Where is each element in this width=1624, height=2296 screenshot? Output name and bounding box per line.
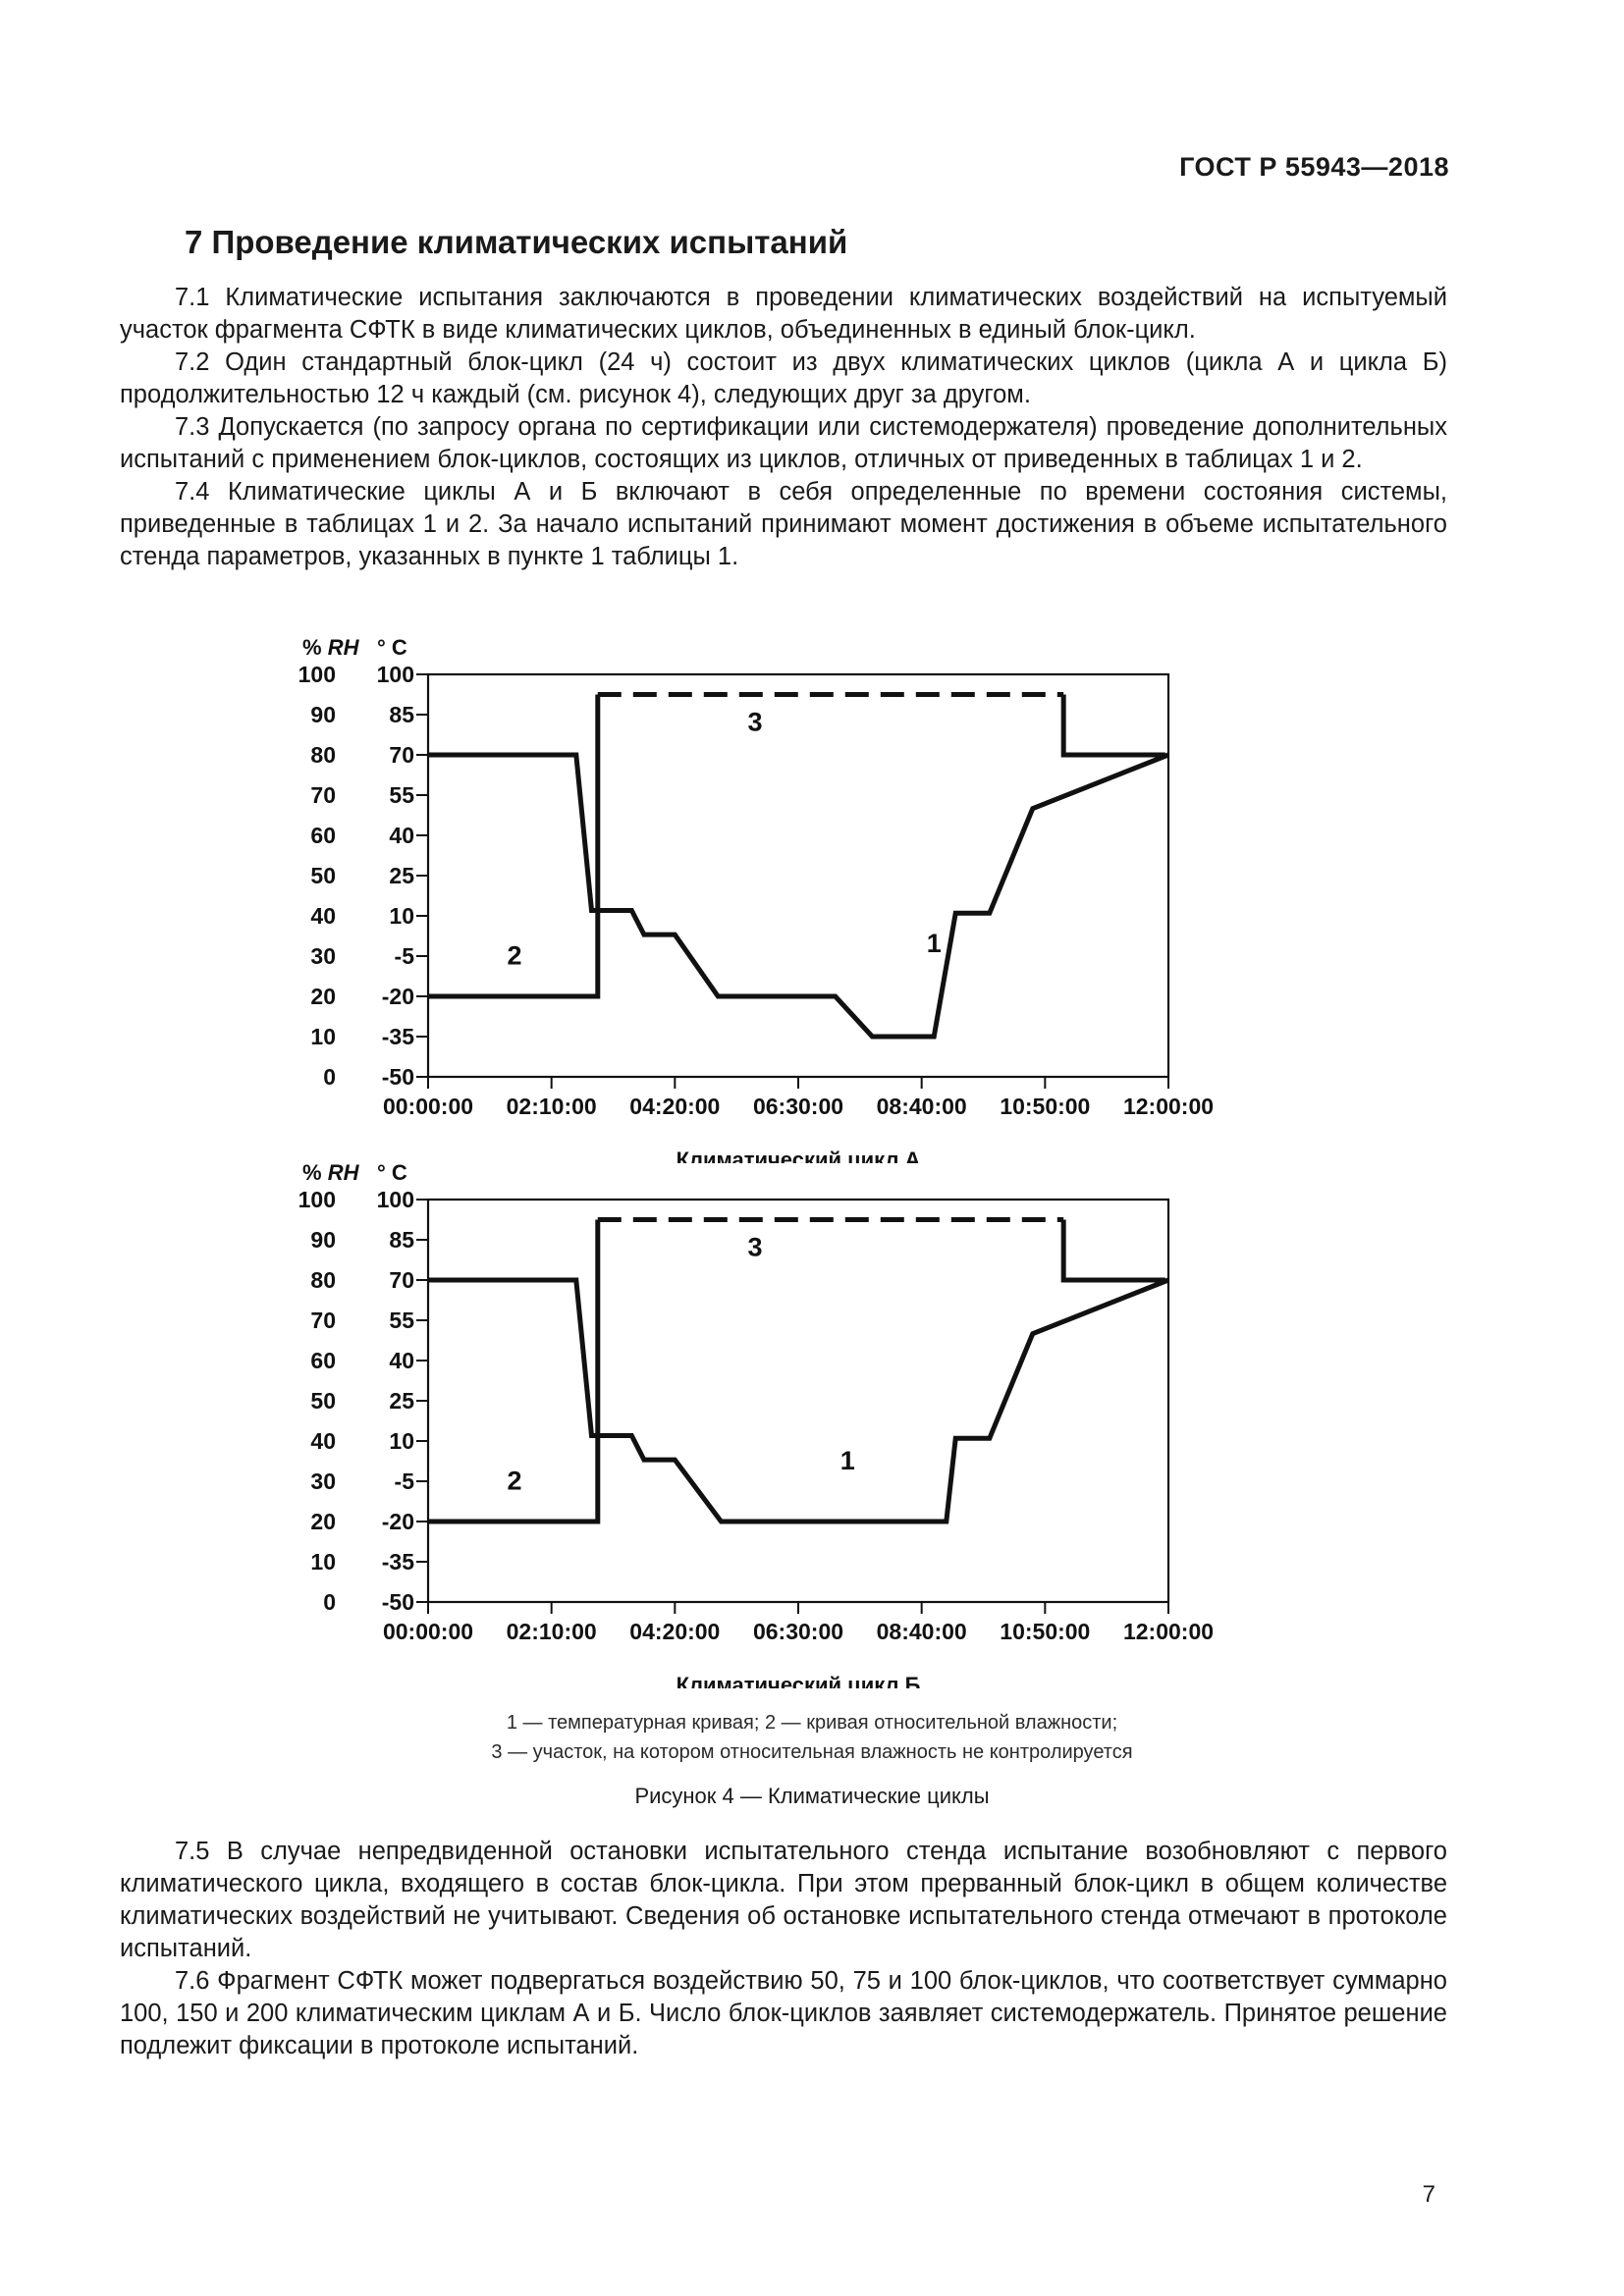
x-axis-title: Климатический цикл А (676, 1148, 921, 1163)
y-tick-label-temp: 70 (389, 742, 414, 768)
y-tick-label-rh: 20 (310, 1509, 336, 1534)
y-tick-label-rh: 100 (298, 1187, 336, 1212)
paragraph-7-2: 7.2 Один стандартный блок-цикл (24 ч) состоит из двух климатических циклов (цикла А и цикла Б) продолжительностью 12 ч каждый (см. рисунок 4), следующих друг за другом. (120, 348, 1447, 408)
curve-label-2: 2 (507, 1466, 522, 1496)
x-tick-label: 02:10:00 (506, 1094, 597, 1119)
y-tick-label-temp: 40 (389, 823, 414, 848)
paragraph-7-3: 7.3 Допускается (по запросу органа по сертификации или системодержателя) проведение дополнительных испытаний с применением блок-циклов, состоящих из циклов, отличных от приведенных в таблицах 1 и 2. (120, 413, 1447, 473)
ylabel-rh: % RH (302, 635, 359, 660)
y-tick-label-temp: -5 (394, 1468, 414, 1494)
ylabel-temp: ° C (377, 635, 407, 660)
x-tick-label: 00:00:00 (382, 1619, 474, 1644)
y-tick-label-rh: 10 (310, 1024, 336, 1049)
y-tick-label-temp: 100 (376, 662, 414, 687)
x-tick-label: 06:30:00 (752, 1094, 844, 1119)
x-tick-label: 04:20:00 (629, 1094, 721, 1119)
legend-line-2: 3 — участок, на котором относительная влажность не контролируется (491, 1741, 1133, 1763)
page-number: 7 (1422, 2181, 1435, 2208)
y-tick-label-rh: 30 (310, 1468, 336, 1494)
paragraph-7-1: 7.1 Климатические испытания заключаются в проведении климатических воздействий на испытуемый участок фрагмента СФТК в виде климатических циклов, объединенных в единый блок-цикл. (120, 284, 1447, 344)
y-tick-label-rh: 70 (310, 782, 336, 808)
legend-line-1: 1 — температурная кривая; 2 — кривая относительной влажности; (506, 1712, 1118, 1734)
document-id: ГОСТ Р 55943—2018 (1179, 152, 1449, 182)
y-tick-label-temp: 70 (389, 1267, 414, 1293)
y-tick-label-temp: -20 (381, 984, 414, 1009)
x-tick-label: 08:40:00 (876, 1619, 967, 1644)
paragraph-7-5: 7.5 В случае непредвиденной остановки испытательного стенда испытание возобновляют с первого климатического цикла, входящего в состав блок-цикла. При этом прерванный блок-цикл в общем количестве климатических воздействий не учитывают. Сведения об остановке испытательного стенда отмечают в протоколе испытаний. (120, 1838, 1447, 1962)
y-tick-label-temp: 25 (389, 863, 414, 888)
chart-cycle-b-svg (285, 1158, 1286, 1688)
y-tick-label-rh: 40 (310, 1428, 336, 1454)
y-tick-label-temp: 40 (389, 1348, 414, 1373)
x-tick-label: 06:30:00 (752, 1619, 844, 1644)
y-tick-label-rh: 90 (310, 1227, 336, 1253)
plot-frame (428, 1200, 1168, 1602)
y-tick-label-rh: 60 (310, 1348, 336, 1373)
y-tick-label-temp: -20 (381, 1509, 414, 1534)
curve-label-3: 3 (747, 1232, 763, 1262)
x-tick-label: 12:00:00 (1122, 1094, 1215, 1119)
curve-label-2: 2 (507, 940, 522, 971)
y-tick-label-temp: 55 (389, 782, 414, 808)
chart-cycle-a-svg (285, 633, 1286, 1163)
y-tick-label-rh: 0 (323, 1589, 336, 1615)
y-tick-label-rh: 40 (310, 903, 336, 929)
y-tick-label-rh: 10 (310, 1549, 336, 1575)
figure-legend (0, 1708, 1624, 1767)
section-title: 7 Проведение климатических испытаний (185, 224, 848, 260)
y-tick-label-temp: 25 (389, 1388, 414, 1414)
y-tick-label-temp: -50 (381, 1589, 414, 1615)
y-tick-label-rh: 50 (310, 1388, 336, 1414)
ylabel-temp: ° C (377, 1160, 407, 1185)
ylabel-rh: % RH (302, 1160, 359, 1185)
x-tick-label: 12:00:00 (1122, 1619, 1215, 1644)
x-tick-label: 02:10:00 (506, 1619, 597, 1644)
y-tick-label-temp: 100 (376, 1187, 414, 1212)
y-tick-label-rh: 50 (310, 863, 336, 888)
ylabel-rh-italic: RH (327, 635, 359, 660)
x-axis-title: Климатический цикл Б (676, 1673, 921, 1688)
y-tick-label-temp: 10 (389, 1428, 414, 1454)
series-2b (1063, 1220, 1165, 1281)
y-tick-label-temp: -5 (394, 943, 414, 969)
paragraph-7-4: 7.4 Климатические циклы А и Б включают в себя определенные по времени состояния системы, приведенные в таблицах 1 и 2. За начало испытаний принимают момент достижения в объеме испытательного стенда параметров, указанных в пункте 1 таблицы 1. (120, 478, 1447, 570)
y-tick-label-rh: 0 (323, 1064, 336, 1090)
y-tick-label-rh: 100 (298, 662, 336, 687)
curve-label-1: 1 (926, 929, 942, 958)
y-tick-label-temp: 85 (389, 702, 414, 727)
chart-cycle-a (285, 633, 1286, 1168)
series-2b (1063, 695, 1165, 756)
paragraph-7-6: 7.6 Фрагмент СФТК может подвергаться воздействию 50, 75 и 100 блок-циклов, что соответствует суммарно 100, 150 и 200 климатическим циклам А и Б. Число блок-циклов заявляет системодержатель. Принятое решение подлежит фиксации в протоколе испытаний. (120, 1967, 1447, 2059)
x-tick-label: 00:00:00 (382, 1094, 474, 1119)
y-tick-label-rh: 80 (310, 742, 336, 768)
paragraphs-bottom (120, 1836, 1447, 2062)
x-tick-label: 04:20:00 (629, 1619, 721, 1644)
y-tick-label-rh: 30 (310, 943, 336, 969)
curve-label-1: 1 (839, 1445, 855, 1475)
y-tick-label-rh: 20 (310, 984, 336, 1009)
figure-caption: Рисунок 4 — Климатические циклы (634, 1784, 990, 1808)
y-tick-label-temp: 85 (389, 1227, 414, 1253)
y-tick-label-temp: -35 (381, 1024, 414, 1049)
x-tick-label: 10:50:00 (1000, 1094, 1091, 1119)
plot-frame (428, 674, 1168, 1077)
ylabel-rh-italic: RH (327, 1160, 359, 1185)
y-tick-label-temp: -50 (381, 1064, 414, 1090)
x-tick-label: 10:50:00 (1000, 1619, 1091, 1644)
series-1 (428, 1280, 1168, 1522)
x-tick-label: 08:40:00 (876, 1094, 967, 1119)
y-tick-label-temp: 55 (389, 1308, 414, 1333)
y-tick-label-rh: 80 (310, 1267, 336, 1293)
y-tick-label-rh: 90 (310, 702, 336, 727)
paragraphs-top (120, 282, 1447, 573)
y-tick-label-temp: -35 (381, 1549, 414, 1575)
y-tick-label-rh: 70 (310, 1308, 336, 1333)
curve-label-3: 3 (747, 707, 763, 737)
chart-cycle-b (285, 1158, 1286, 1693)
y-tick-label-rh: 60 (310, 823, 336, 848)
y-tick-label-temp: 10 (389, 903, 414, 929)
